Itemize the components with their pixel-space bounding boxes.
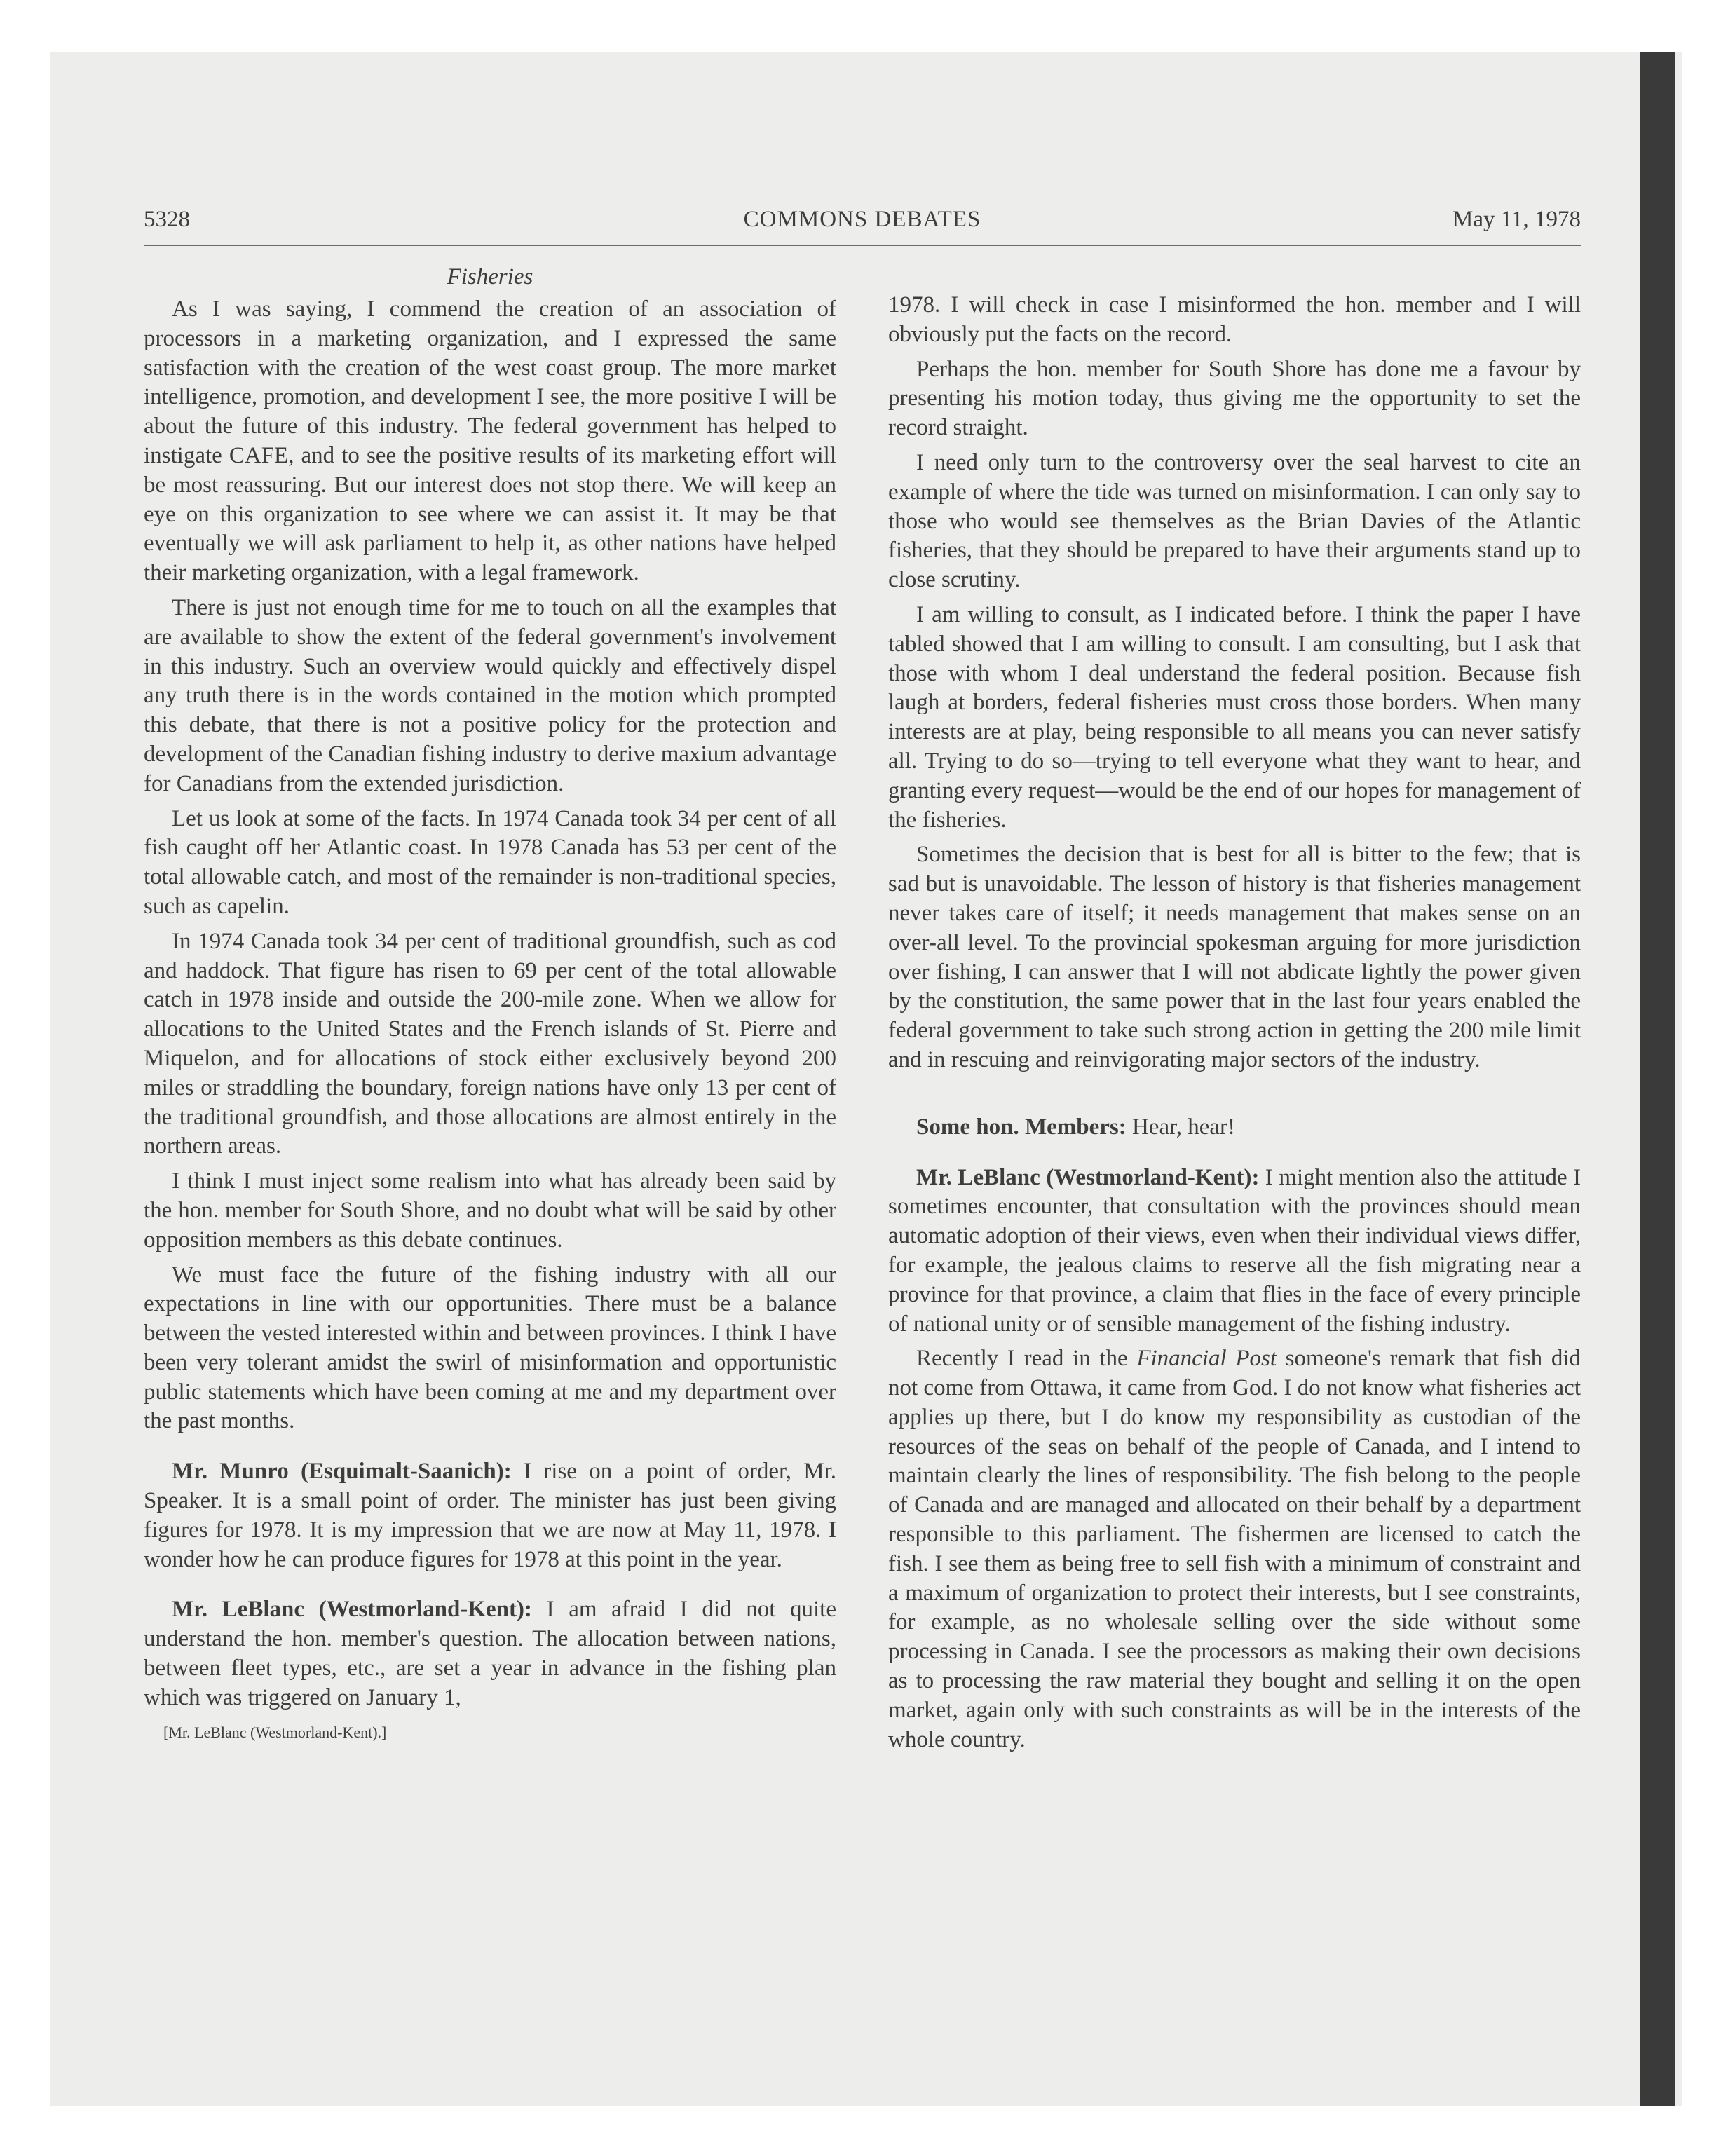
text-run: someone's remark that fish did not come from Ottawa, it came from God. I do not know what fisheries act applies up there, but I do know my responsibility as custodian of the resources of the seas on behalf of the people of Canada, and I intend to maintain clearly the lines of responsibility. The fish belong to the people of Canada and are managed and allocated on their behalf by a department responsible to this parliament. The fishermen are licensed to catch the fish. I see them as being free to sell fish with a minimum of constraint and a maximum of organization to protect their interests, but I see constraints, for example, as no wholesale selling over the side without some processing in Canada. I see the processors as making their own decisions as to processing the raw material they bought and selling it on the open market, again only with such constraints as will be in the interests of the whole country.: [888, 1346, 1581, 1752]
interjection-text: Hear, hear!: [1126, 1114, 1236, 1140]
scan-edge-bar: [1640, 52, 1675, 2106]
publication-title: COMMONS DEBATES: [743, 207, 981, 232]
speaker-name: Mr. LeBlanc (Westmorland-Kent):: [916, 1164, 1260, 1190]
publication-name: Financial Post: [1136, 1346, 1277, 1372]
paragraph: [888, 1344, 1581, 1754]
paragraph: In 1974 Canada took 34 per cent of traditional groundfish, such as cod and haddock. That figure has risen to 69 per cent of the total allowable catch in 1978 inside and outside the 200-mile zone. When we allow for allocations to the United States and the French islands of St. Pierre and Miquelon, and for allocations of stock either exclusively beyond 200 miles or straddling the boundary, foreign nations have only 13 per cent of the traditional groundfish, and those allocations are almost entirely in the northern areas.: [144, 928, 836, 1159]
left-column: [144, 263, 836, 1742]
paragraph: We must face the future of the fishing industry with all our expectations in line with our opportunities. There must be a balance between the vested interested within and between provinces. I think I have been very tolerant amidst the swirl of misinformation and opportunistic public statements which have been coming at me and my department over the past months.: [144, 1262, 836, 1434]
paragraph: Let us look at some of the facts. In 1974 Canada took 34 per cent of all fish caught off her Atlantic coast. In 1978 Canada has 53 per cent of the total allowable catch, and most of the remainder is non-traditional species, such as capelin.: [144, 805, 836, 919]
paragraph: 1978. I will check in case I misinformed the hon. member and I will obviously put the facts on the record.: [888, 292, 1581, 347]
text-run: Recently I read in the: [916, 1346, 1137, 1372]
speaker-name: Mr. Munro (Esquimalt-Saanich):: [172, 1459, 512, 1485]
page-number: 5328: [144, 207, 190, 232]
speech-leblanc: [144, 1595, 836, 1712]
speaker-name: Mr. LeBlanc (Westmorland-Kent):: [172, 1597, 532, 1623]
speech-leblanc-continued: [888, 1164, 1581, 1339]
speech-text: I might mention also the attitude I sometimes encounter, that consultation with the provinces should mean automatic adoption of their views, even when their individual views differ, for example, the jealous claims to reserve all the fish migrating near a province for that province, a claim that flies in the face of every principle of national unity or of sensible management of the fishing industry.: [888, 1164, 1581, 1337]
page-header: [144, 207, 1581, 246]
paragraph: There is just not enough time for me to touch on all the examples that are available to show the extent of the federal government's involvement in this industry. Such an overview would quickly and effectively dispel any truth there is in the words contained in the motion which prompted this debate, that there is not a positive policy for the protection and development of the Canadian fishing industry to derive maxium advantage for Canadians from the extended jurisdiction.: [144, 594, 836, 796]
speech-text: I rise on a point of order, Mr. Speaker. It is a small point of order. The minister has just been giving figures for 1978. It is my impression that we are now at May 11, 1978. I wonder how he can produce figures for 1978 at this point in the year.: [144, 1459, 836, 1572]
paragraph: As I was saying, I commend the creation of an association of processors in a marketing organization, and I expressed the same satisfaction with the creation of the west coast group. The more market intelligence, promotion, and development I see, the more positive I will be about the future of this industry. The federal government has helped to instigate CAFE, and to see the positive results of its marketing effort will be most reassuring. But our interest does not stop there. We will keep an eye on this organization to see where we can assist it. It may be that eventually we will ask parliament to help it, as other nations have helped their marketing organization, with a legal framework.: [144, 296, 836, 586]
speaker-footnote: [Mr. LeBlanc (Westmorland-Kent).]: [163, 1723, 387, 1741]
speaker-name: Some hon. Members:: [916, 1114, 1127, 1140]
paragraph: I am willing to consult, as I indicated before. I think the paper I have tabled showed that I am willing to consult. I am consulting, but I ask that those with whom I deal understand the federal position. Because fish laugh at borders, federal fisheries must cross those borders. When many interests are at play, being responsible to all means you can never satisfy all. Trying to do so—trying to tell everyone what they want to hear, and granting every request—would be the end of our hopes for management of the fisheries.: [888, 601, 1581, 833]
paragraph: I think I must inject some realism into what has already been said by the hon. member for South Shore, and no doubt what will be said by other opposition members as this debate continues.: [144, 1168, 836, 1253]
paragraph: Sometimes the decision that is best for all is bitter to the few; that is sad but is unavoidable. The lesson of history is that fisheries management never takes care of itself; it needs management that makes sense on an over-all level. To the provincial spokesman arguing for more jurisdiction over fishing, I can answer that I will not abdicate lightly the power given by the constitution, the same power that in the last four years enabled the federal government to take such strong action in getting the 200 mile limit and in rescuing and reinvigorating major sectors of the industry.: [888, 842, 1581, 1072]
right-column: [888, 291, 1581, 1760]
paragraph: I need only turn to the controversy over the seal harvest to cite an example of where the tide was turned on misinformation. I can only say to those who would see themselves as the Brian Davies of the Atlantic fisheries, that they should be prepared to have their arguments stand up to close scrutiny.: [888, 449, 1581, 593]
publication-date: May 11, 1978: [1452, 207, 1581, 232]
document-content: [144, 207, 1581, 1752]
paragraph: Perhaps the hon. member for South Shore has done me a favour by presenting his motion today, thus giving me the opportunity to set the record straight.: [888, 356, 1581, 441]
speech-munro: [144, 1457, 836, 1574]
section-title: Fisheries: [447, 264, 533, 289]
members-interjection: [888, 1113, 1581, 1142]
speech-text: I am afraid I did not quite understand the hon. member's question. The allocation between nations, between fleet types, etc., are set a year in advance in the fishing plan which was triggered on January 1,: [144, 1597, 837, 1710]
